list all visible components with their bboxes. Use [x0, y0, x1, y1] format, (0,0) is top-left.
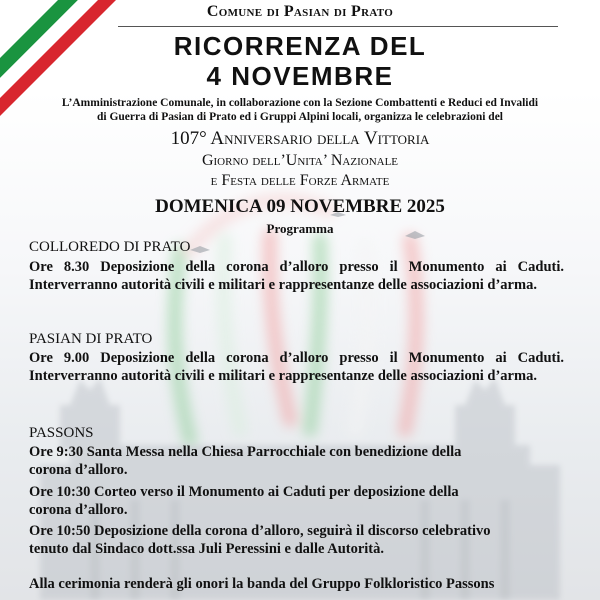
location-heading-passons: PASSONS	[29, 425, 94, 441]
passons-item-1-line2: corona d’alloro.	[29, 462, 128, 478]
location-heading-pasian: PASIAN DI PRATO	[29, 331, 153, 347]
intro-line2: di Guerra di Pasian di Prato ed i Gruppi Alpini locali, organizza le celebrazioni del	[96, 111, 503, 123]
event-date: DOMENICA 09 NOVEMBRE 2025	[155, 196, 445, 217]
page-title-line2: 4 NOVEMBRE	[206, 61, 394, 91]
passons-item-1-line1: Ore 9:30 Santa Messa nella Chiesa Parrocchiale con benedizione della	[29, 444, 462, 460]
pasian-text: Ore 9.00 Deposizione della corona d’alloro presso il Monumento ai Caduti. Interverranno autorità civili e militari e rappresentanze delle associazioni d’arma.	[29, 350, 564, 384]
intro-text	[36, 96, 564, 124]
location-heading-colloredo: COLLOREDO DI PRATO	[29, 239, 191, 255]
passons-item-1	[29, 443, 564, 479]
page-title-line1: RICORRENZA DEL	[173, 31, 427, 61]
passons-item-3	[29, 522, 564, 558]
programma-label: Programma	[266, 221, 334, 236]
colloredo-text: Ore 8.30 Deposizione della corona d’alloro presso il Monumento ai Caduti. Interverranno autorità civili e militari e rappresentanze delle associazioni d’arma.	[29, 259, 564, 293]
closing-text: Alla cerimonia renderà gli onori la banda del Gruppo Folkloristico Passons	[29, 576, 495, 592]
anniversary-title: 107° Anniversario della Vittoria	[170, 128, 430, 149]
comune-name: Comune di Pasian di Prato	[206, 3, 394, 20]
anniversary-subtitle1: Giorno dell’Unita’ Nazionale	[201, 152, 399, 169]
passons-item-2	[29, 483, 564, 519]
header-rule-top	[118, 26, 558, 27]
passons-item-2-line1: Ore 10:30 Corteo verso il Monumento ai Caduti per deposizione della	[29, 484, 459, 500]
intro-line1: L’Amministrazione Comunale, in collaborazione con la Sezione Combattenti e Reduci ed Invalidi	[61, 97, 539, 109]
passons-item-3-line1: Ore 10:50 Deposizione della corona d’alloro, seguirà il discorso celebrativo	[29, 523, 491, 539]
passons-item-2-line2: corona d’alloro.	[29, 502, 128, 518]
passons-item-3-line2: tenuto dal Sindaco dott.ssa Juli Peressini e dalle Autorità.	[29, 541, 385, 557]
anniversary-subtitle2: e Festa delle Forze Armate	[210, 172, 390, 189]
